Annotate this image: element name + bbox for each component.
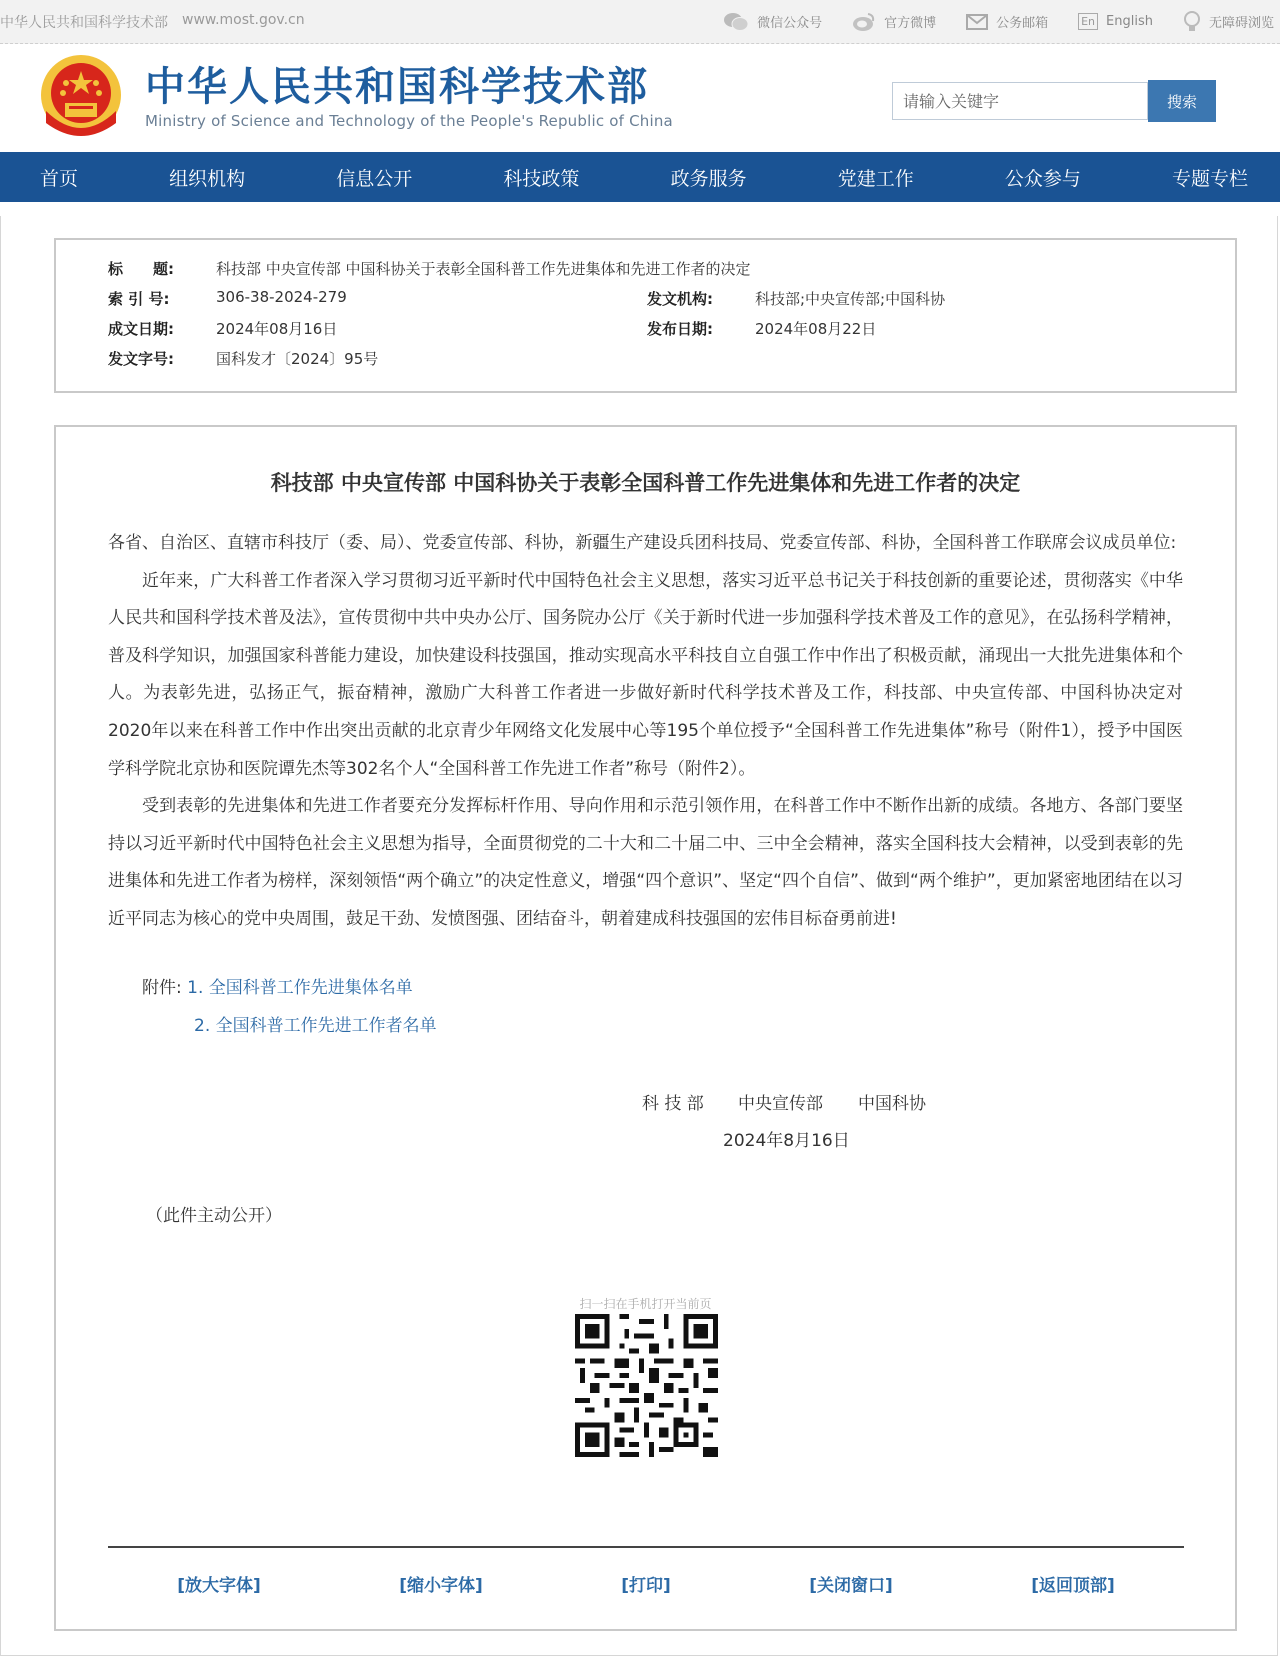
nav-info-disclosure[interactable]: 信息公开	[336, 167, 413, 190]
signature-most: 科 技 部	[642, 1094, 704, 1114]
nav-party[interactable]: 党建工作	[837, 167, 914, 190]
attachments-second	[194, 1011, 437, 1036]
nav-services[interactable]: 政务服务	[670, 167, 747, 190]
qr-caption: 扫一扫在手机打开当前页	[579, 1297, 712, 1311]
article-body	[108, 525, 1183, 939]
meta-publish-value: 2024年08月22日	[755, 320, 877, 338]
print-button[interactable]: [打印]	[621, 1576, 671, 1596]
site-title[interactable]	[145, 64, 673, 130]
mail-icon	[966, 14, 988, 30]
lightbulb-icon	[1183, 11, 1201, 33]
top-site-url[interactable]: www.most.gov.cn	[182, 11, 305, 28]
meta-row-issuer	[647, 288, 945, 309]
accessibility-link[interactable]	[1183, 11, 1274, 33]
mail-link[interactable]	[966, 12, 1048, 31]
qr-code-icon	[575, 1314, 718, 1457]
search-input[interactable]	[892, 82, 1148, 120]
nav-organization[interactable]: 组织机构	[169, 167, 246, 190]
search-button[interactable]: 搜索	[1148, 80, 1216, 122]
site-title-cn: 中华人民共和国科学技术部	[145, 64, 649, 110]
weibo-link[interactable]	[852, 12, 936, 32]
meta-row-index	[108, 288, 347, 309]
meta-date-label: 成文日期:	[108, 320, 174, 338]
site-title-en: Ministry of Science and Technology of the People's Republic of China	[145, 112, 673, 130]
article-paragraph-1: 近年来，广大科普工作者深入学习贯彻习近平新时代中国特色社会主义思想，落实习近平总书记关于科技创新的重要论述，贯彻落实《中华人民共和国科学技术普及法》，宣传贯彻中共中央办公厅、国务院办公厅《关于新时代进一步加强科学技术普及工作的意见》，在弘扬科学精神，普及科学知识，加强国家科普能力建设，加快建设科技强国，推动实现高水平科技自立自强工作中作出了积极贡献，涌现出一大批先进集体和个人。为表彰先进，弘扬正气，振奋精神，激励广大科普工作者进一步做好新时代科学技术普及工作，科技部、中央宣传部、中国科协决定对2020年以来在科普工作中作出突出贡献的北京青少年网络文化发展中心等195个单位授予“全国科普工作先进集体”称号（附件1），授予中国医学科学院北京协和医院谭先杰等302名个人“全国科普工作先进工作者”称号（附件2）。	[108, 570, 1183, 779]
wechat-icon	[723, 12, 749, 32]
article-container	[54, 425, 1237, 1631]
national-emblem-icon[interactable]	[38, 53, 124, 141]
search-box	[892, 82, 1216, 122]
meta-index-value: 306-38-2024-279	[216, 288, 347, 306]
top-utility-bar	[0, 0, 1280, 44]
main-nav	[0, 152, 1280, 202]
top-site-name[interactable]: 中华人民共和国科学技术部	[0, 14, 168, 31]
english-icon: En	[1078, 13, 1098, 30]
accessibility-label: 无障碍浏览	[1208, 16, 1274, 31]
meta-date-value: 2024年08月16日	[216, 320, 338, 338]
nav-policy[interactable]: 科技政策	[503, 167, 580, 190]
meta-index-label: 索 引 号:	[108, 290, 170, 308]
public-disclosure-note: （此件主动公开）	[146, 1206, 282, 1226]
close-window-button[interactable]: [关闭窗口]	[809, 1576, 893, 1596]
page-tools	[108, 1571, 1184, 1596]
nav-public[interactable]: 公众参与	[1004, 167, 1081, 190]
meta-issuer-value: 科技部;中央宣传部;中国科协	[755, 290, 946, 308]
english-label: English	[1106, 14, 1153, 29]
meta-title-value: 科技部 中央宣传部 中国科协关于表彰全国科普工作先进集体和先进工作者的决定	[216, 260, 751, 278]
nav-topics[interactable]: 专题专栏	[1171, 167, 1248, 190]
nav-home[interactable]: 首页	[40, 167, 79, 190]
back-to-top-button[interactable]: [返回顶部]	[1031, 1576, 1115, 1596]
weibo-icon	[852, 12, 876, 32]
article-paragraph-2: 受到表彰的先进集体和先进工作者要充分发挥标杆作用、导向作用和示范引领作用，在科普工作中不断作出新的成绩。各地方、各部门要坚持以习近平新时代中国特色社会主义思想为指导，全面贯彻党的二十大和二十届二中、三中全会精神，落实全国科技大会精神，以受到表彰的先进集体和先进工作者为榜样，深刻领悟“两个确立”的决定性意义，增强“四个意识”、坚定“四个自信”、做到“两个维护”，更加紧密地团结在以习近平同志为核心的党中央周围，鼓足干劲、发愤图强、团结奋斗，朝着建成科技强国的宏伟目标奋勇前进!	[108, 796, 1183, 929]
attachment-link-2[interactable]: 2. 全国科普工作先进工作者名单	[194, 1016, 437, 1036]
mail-label: 公务邮箱	[996, 16, 1049, 31]
meta-row-publish	[647, 318, 876, 339]
enlarge-font-button[interactable]: [放大字体]	[177, 1576, 261, 1596]
footer-divider	[108, 1546, 1184, 1548]
english-link[interactable]	[1078, 13, 1153, 30]
attachments-label: 附件:	[142, 978, 182, 998]
wechat-link[interactable]	[723, 12, 822, 32]
shrink-font-button[interactable]: [缩小字体]	[399, 1576, 483, 1596]
meta-row-docno	[108, 348, 378, 369]
signature-cast: 中国科协	[858, 1094, 926, 1114]
meta-docno-value: 国科发才〔2024〕95号	[216, 350, 379, 368]
attachments	[142, 973, 413, 998]
wechat-label: 微信公众号	[757, 16, 823, 31]
weibo-label: 官方微博	[884, 16, 937, 31]
meta-row-title	[108, 258, 751, 279]
meta-publish-label: 发布日期:	[647, 320, 713, 338]
signature-publicity: 中央宣传部	[738, 1094, 823, 1114]
site-header	[0, 44, 1280, 152]
document-metadata	[54, 238, 1237, 393]
meta-title-label: 标 题:	[108, 260, 174, 278]
meta-issuer-label: 发文机构:	[647, 290, 713, 308]
meta-row-date	[108, 318, 337, 339]
signature-date: 2024年8月16日	[723, 1131, 850, 1151]
article-title: 科技部 中央宣传部 中国科协关于表彰全国科普工作先进集体和先进工作者的决定	[270, 471, 1021, 495]
meta-docno-label: 发文字号:	[108, 350, 174, 368]
attachment-link-1[interactable]: 1. 全国科普工作先进集体名单	[187, 978, 413, 998]
article-salutation: 各省、自治区、直辖市科技厅（委、局）、党委宣传部、科协，新疆生产建设兵团科技局、党委宣传部、科协，全国科普工作联席会议成员单位:	[108, 533, 1177, 553]
